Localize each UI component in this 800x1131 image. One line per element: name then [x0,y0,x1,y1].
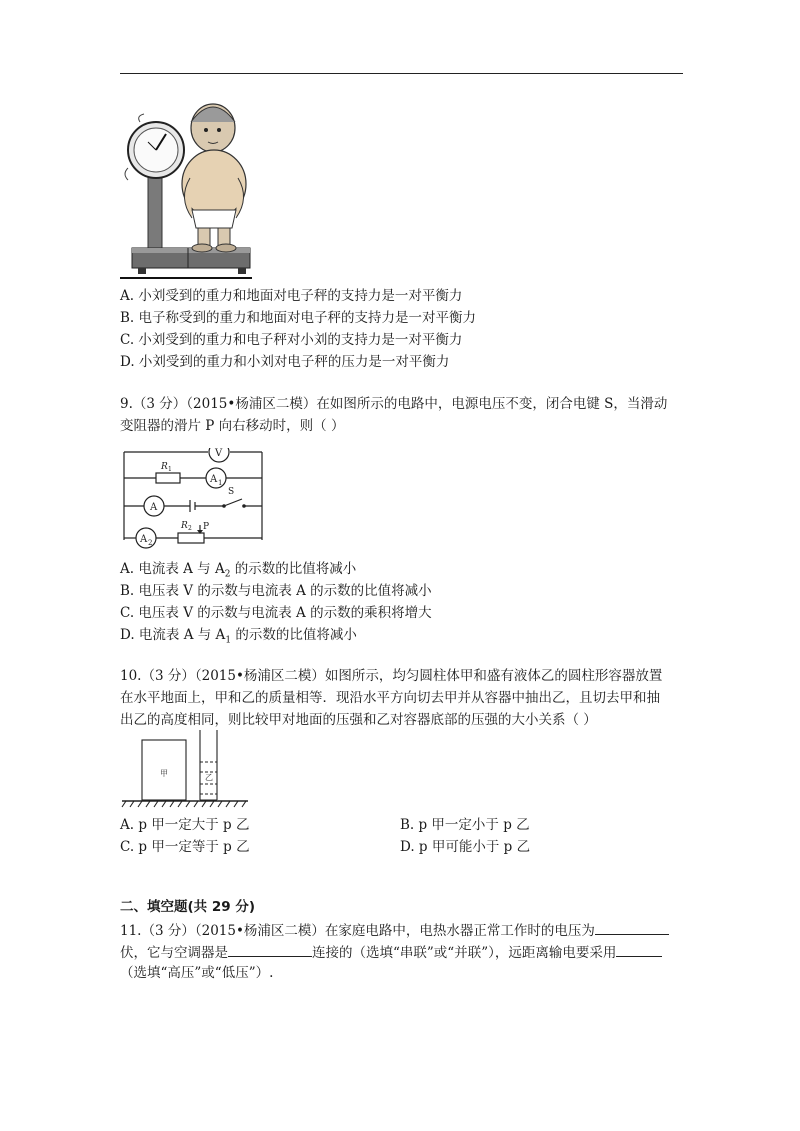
q11-blank-transmission[interactable] [616,942,662,957]
voltmeter-v-label: V [215,448,223,459]
q11-line3: （选填“高压”或“低压”）. [120,965,274,981]
resistor-r1-label: R [161,462,168,472]
q10-cylinder-figure [120,728,250,810]
ammeter-a-label: A [150,502,158,513]
scale-boy-figure [118,98,254,282]
q9-option-a: A. 电流表 A 与 $A_2$ 的示数的比值将减小 [120,561,357,580]
header-rule [120,73,683,74]
q9-option-c: C. 电压表 V 的示数与电流表 A 的示数的乘积将增大 [120,605,432,621]
q11-blank-connection[interactable] [228,942,312,957]
q9-circuit-diagram [120,448,270,552]
q10-stem-line2: 在水平地面上，甲和乙的质量相等．现沿水平方向切去甲并从容器中抽出乙，且切去甲和抽 [120,690,660,706]
q10-stem-line1: 10.（3 分）（2015•杨浦区二模）如图所示，均匀圆柱体甲和盛有液体乙的圆柱形容器放置 [120,668,663,684]
container-yi-label: 乙 [205,773,213,782]
q8-option-c: C. 小刘受到的重力和电子秤对小刘的支持力是一对平衡力 [120,332,463,348]
switch-s-label: S [228,487,235,497]
q10-option-d: D. p 甲可能小于 p 乙 [400,839,531,855]
ammeter-a1-sub: 1 [218,479,223,487]
section-title-fill-blank: 二、填空题(共 29 分) [120,899,256,915]
q10-stem-line3: 出乙的高度相同，则比较甲对地面的压强和乙对容器底部的压强的大小关系（ ） [120,712,597,728]
q10-option-a: A. p 甲一定大于 p 乙 [120,817,250,833]
resistor-r1-sub: 1 [168,466,172,473]
ammeter-a2-label: A [140,534,148,545]
ammeter-a2-sub: 2 [148,539,153,547]
slider-p-label: P [203,522,210,532]
q9-stem-line1: 9.（3 分）（2015•杨浦区二模）在如图所示的电路中，电源电压不变，闭合电键 S，当滑动 [120,396,668,412]
q10-option-b: B. p 甲一定小于 p 乙 [400,817,530,833]
resistor-r2-sub: 2 [188,525,192,532]
q11-blank-voltage[interactable] [595,920,669,935]
cylinder-jia-label: 甲 [160,769,168,778]
q8-option-a: A. 小刘受到的重力和地面对电子秤的支持力是一对平衡力 [120,288,463,304]
ammeter-a1-label: A [210,474,218,485]
q10-option-c: C. p 甲一定等于 p 乙 [120,839,250,855]
q11-line1: 11.（3 分）（2015•杨浦区二模）在家庭电路中，电热水器正常工作时的电压为 [120,920,669,940]
q11-line2: 伏，它与空调器是 连接的（选填“串联”或“并联”），远距离输电要采用 [120,942,662,962]
resistor-r2-label: R [181,521,188,531]
q8-option-d: D. 小刘受到的重力和小刘对电子秤的压力是一对平衡力 [120,354,450,370]
q9-stem-line2: 变阻器的滑片 P 向右移动时，则（ ） [120,418,345,434]
q9-option-b: B. 电压表 V 的示数与电流表 A 的示数的比值将减小 [120,583,432,599]
q9-option-d: D. 电流表 A 与 $A_1$ 的示数的比值将减小 [120,627,357,646]
q8-option-b: B. 电子称受到的重力和地面对电子秤的支持力是一对平衡力 [120,310,477,326]
